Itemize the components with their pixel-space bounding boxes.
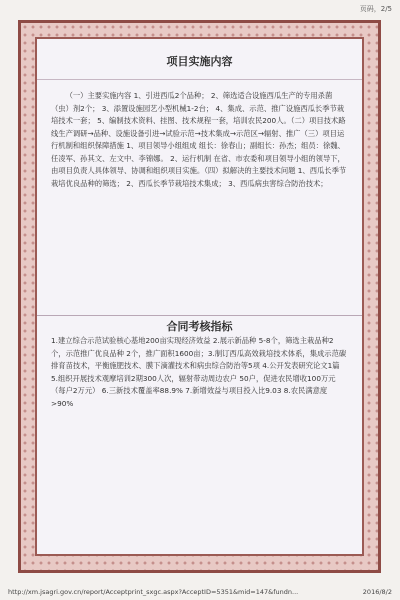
footer-date: 2016/8/2 — [362, 588, 392, 596]
certificate-frame — [18, 20, 381, 573]
kpi-content: 1.建立综合示范试验核心基地200亩实现经济效益 2.展示新品种 5-8个，筛选主栽品种2个，示范推广优良品种 2个，推广面积1600亩；3.制订西瓜高效栽培技术体系，集成示范碳排育苗技术，平衡施肥技术、膜下滴灌技术和病虫综合防治等5项 4.公开发表研究论文1篇 5.组织开展技术观摩培训2期300人次，辐射带动周边农户 50户，促进农民增收100万元（每户2万元） 6.三新技术覆盖率88.9% 7.新增效益与项目投入比9.03 8.农民满意度>90% — [51, 336, 347, 408]
implementation-content: （一）主要实施内容 1、引进西瓜2个品种； 2、筛选适合设施西瓜生产的专用杀菌（虫）剂2个； 3、添置设施园艺小型机械1-2台； 4、集成、示范、推广设施西瓜长季节栽培技术一套； 5、编制技术资料、挂图、技术规程一套，培训农民200人。（二）项目技术路线生产调研→品种、设施设备引进→试验示范→技术集成→示范区→辐射、推广（三）项目运行机制和组织保障措施 1、项目领导小组组成 组长：徐春山；副组长：孙杰；组员：徐魏、任凌军、孙其文、左文中、李锦娜。 2、运行机制 在省、市农委和项目领导小组的领导下，由项目负责人具体领导、协调和组织项目实施。（四）拟解决的主要技术问题 1、西瓜长季节栽培优良品种的筛选； 2、西瓜长季节栽培技术集成； 3、西瓜病虫害综合防治技术； — [51, 91, 347, 188]
footer-url: http://xm.jsagri.gov.cn/report/Acceptprint_sxgc.aspx?AcceptID=5351&mid=147&fundn... — [8, 588, 299, 596]
section-divider — [37, 315, 362, 316]
page-number: 页码，2/5 — [359, 5, 392, 13]
print-footer — [8, 588, 392, 596]
document-body — [35, 37, 364, 556]
section-title: 项目实施内容 — [37, 39, 362, 80]
kpi-title: 合同考核指标 — [166, 320, 233, 333]
